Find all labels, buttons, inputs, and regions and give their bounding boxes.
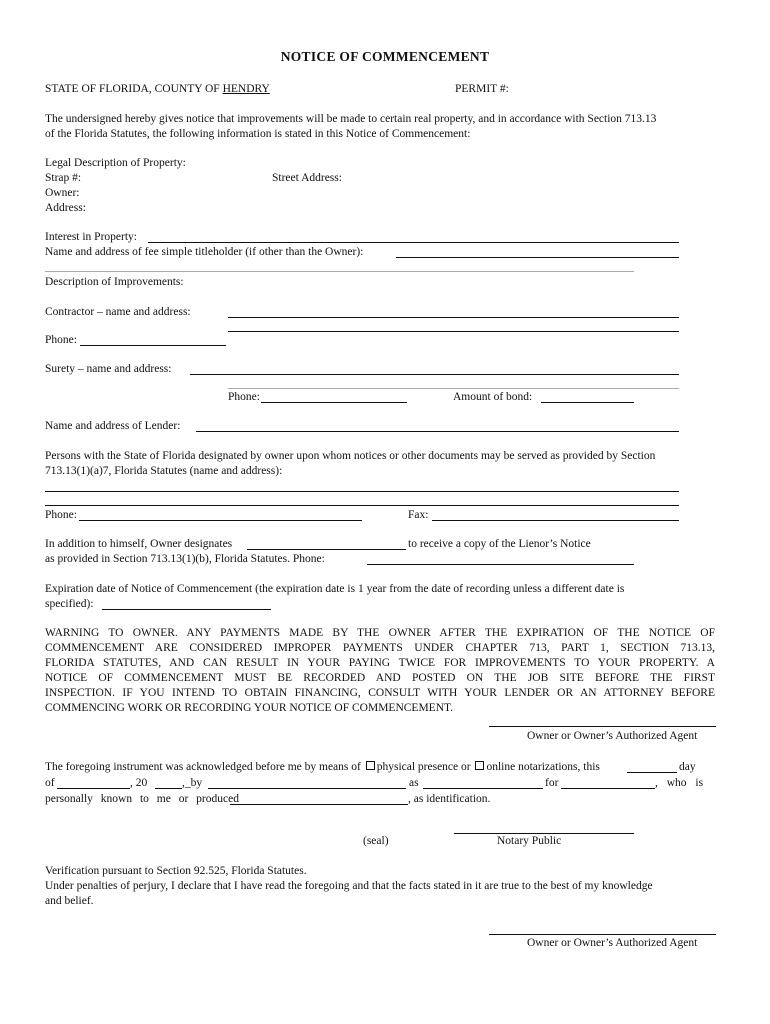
ack-day-field[interactable] — [627, 772, 677, 773]
warning-line-2: COMMENCEMENT ARE CONSIDERED IMPROPER PAYMENTS UNDER CHAPTER 713, PART 1, SECTION 713.13, — [45, 642, 715, 654]
surety-field-1[interactable] — [190, 374, 679, 375]
lienor-phone-field[interactable] — [367, 564, 634, 565]
signature-line-2[interactable] — [489, 934, 716, 935]
ack-as-field[interactable] — [423, 788, 543, 789]
address-label: Address: — [45, 202, 86, 214]
physical-presence-checkbox[interactable] — [366, 761, 375, 770]
ack-by-label: ,_by — [182, 777, 203, 789]
warning-line-1: WARNING TO OWNER. ANY PAYMENTS MADE BY THE OWNER AFTER THE EXPIRATION OF THE NOTICE OF — [45, 627, 715, 639]
lender-field[interactable] — [196, 431, 679, 432]
separator-line — [45, 271, 634, 272]
fax-label: Fax: — [408, 509, 429, 521]
ack-day-label: day — [679, 761, 696, 773]
expiration-line-2: specified): — [45, 598, 94, 610]
intro-line-2: of the Florida Statutes, the following information is stated in this Notice of Commencement: — [45, 128, 471, 140]
contractor-phone-field[interactable] — [80, 345, 226, 346]
lienor-text-3: as provided in Section 713.13(1)(b), Florida Statutes. Phone: — [45, 553, 325, 565]
permit-label: PERMIT #: — [455, 83, 509, 95]
ack-month-field[interactable] — [57, 788, 130, 789]
street-address-label: Street Address: — [272, 172, 342, 184]
owner-label: Owner: — [45, 187, 80, 199]
ack-line-3b: , as identification. — [408, 793, 491, 805]
contractor-field-2[interactable] — [228, 331, 679, 332]
designated-phone-label: Phone: — [45, 509, 77, 521]
ack-by-field[interactable] — [208, 788, 406, 789]
ack-id-field[interactable] — [230, 804, 408, 805]
expiration-line-1: Expiration date of Notice of Commencement (the expiration date is 1 year from the date of recording unless a different date is — [45, 583, 625, 595]
online-notarization-checkbox[interactable] — [475, 761, 484, 770]
ack-year-field[interactable] — [155, 788, 182, 789]
strap-label: Strap #: — [45, 172, 82, 184]
surety-label: Surety – name and address: — [45, 363, 172, 375]
bond-field[interactable] — [541, 402, 634, 403]
interest-label: Interest in Property: — [45, 231, 137, 243]
warning-line-6: COMMENCING WORK OR RECORDING YOUR NOTICE OF COMMENCEMENT. — [45, 702, 454, 714]
expiration-date-field[interactable] — [102, 609, 271, 610]
contractor-field-1[interactable] — [228, 317, 679, 318]
intro-line-1: The undersigned hereby gives notice that improvements will be made to certain real property, and in accordance with Section 713.13 — [45, 113, 657, 125]
surety-phone-field[interactable] — [261, 402, 407, 403]
fax-field[interactable] — [432, 520, 679, 521]
online-notarization-label: online notarizations, this — [486, 761, 600, 773]
ack-who-is-label: , who is — [655, 777, 704, 789]
state-county-line — [45, 82, 270, 96]
ack-of-label: of — [45, 777, 55, 789]
ack-line-1 — [45, 760, 600, 774]
surety-phone-label: Phone: — [228, 391, 260, 403]
signature-line-1[interactable] — [489, 726, 716, 727]
legal-description-label: Legal Description of Property: — [45, 157, 186, 169]
designated-line-1: Persons with the State of Florida designated by owner upon whom notices or other documents may be served as provided by Section — [45, 450, 656, 462]
lienor-designee-field[interactable] — [247, 549, 406, 550]
document-title: NOTICE OF COMMENCEMENT — [280, 49, 490, 64]
verification-line-3: and belief. — [45, 895, 94, 907]
signature-label-1: Owner or Owner’s Authorized Agent — [527, 730, 698, 742]
contractor-phone-label: Phone: — [45, 334, 77, 346]
designated-field-1[interactable] — [45, 491, 679, 492]
lienor-text-2: to receive a copy of the Lienor’s Notice — [408, 538, 591, 550]
lender-label: Name and address of Lender: — [45, 420, 181, 432]
ack-for-field[interactable] — [561, 788, 655, 789]
interest-field[interactable] — [148, 242, 679, 243]
state-county-prefix: STATE OF FLORIDA, COUNTY OF — [45, 83, 223, 95]
designated-field-2[interactable] — [45, 505, 679, 506]
ack-as-label: as — [409, 777, 419, 789]
notary-label: Notary Public — [497, 835, 562, 847]
titleholder-field[interactable] — [396, 257, 679, 258]
ack-line-3a: personally known to me or produced — [45, 793, 239, 805]
signature-label-2: Owner or Owner’s Authorized Agent — [527, 937, 698, 949]
improvements-label: Description of Improvements: — [45, 276, 184, 288]
seal-label: (seal) — [363, 835, 389, 847]
ack-for-label: for — [545, 777, 559, 789]
surety-field-2[interactable] — [228, 388, 679, 389]
physical-presence-label: physical presence or — [376, 761, 471, 773]
bond-label: Amount of bond: — [453, 391, 533, 403]
contractor-label: Contractor – name and address: — [45, 306, 191, 318]
designated-line-2: 713.13(1)(a)7, Florida Statutes (name and address): — [45, 465, 283, 477]
warning-line-5: INSPECTION. IF YOU INTEND TO OBTAIN FINANCING, CONSULT WITH YOUR LENDER OR AN ATTORNEY BEFORE — [45, 687, 715, 699]
verification-line-2: Under penalties of perjury, I declare that I have read the foregoing and that the facts stated in it are true to the best of my knowledge — [45, 880, 653, 892]
ack-intro: The foregoing instrument was acknowledged before me by means of — [45, 761, 361, 773]
verification-line-1: Verification pursuant to Section 92.525, Florida Statutes. — [45, 865, 307, 877]
titleholder-label: Name and address of fee simple titleholder (if other than the Owner): — [45, 246, 364, 258]
county-value: HENDRY — [222, 83, 270, 95]
lienor-text-1: In addition to himself, Owner designates — [45, 538, 233, 550]
designated-phone-field[interactable] — [79, 520, 362, 521]
ack-year-label: , 20 — [130, 777, 148, 789]
warning-line-3: FLORIDA STATUTES, AND CAN RESULT IN YOUR PAYING TWICE FOR IMPROVEMENTS TO YOUR PROPERTY. A — [45, 657, 715, 669]
warning-line-4: NOTICE OF COMMENCEMENT MUST BE RECORDED AND POSTED ON THE JOB SITE BEFORE THE FIRST — [45, 672, 715, 684]
